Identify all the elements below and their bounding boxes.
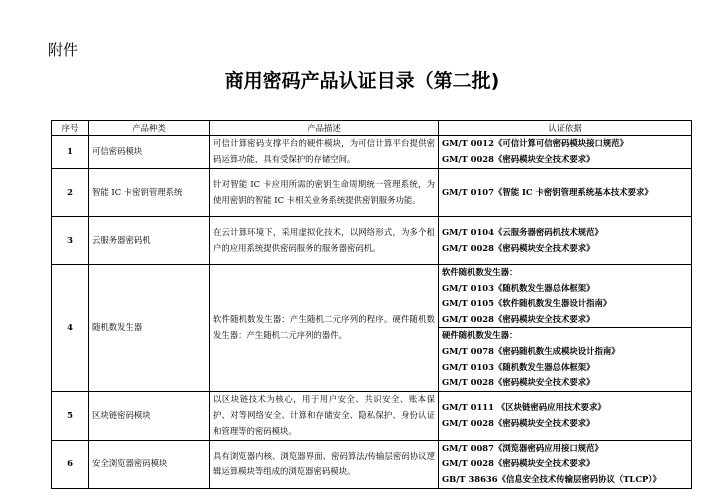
product-description: 可信计算密码支撑平台的硬件模块，为可信计算平台提供密码运算功能，具有受保护的存储空间。: [210, 136, 439, 169]
basis-line: GM/T 0028《密码模块安全技术要求》: [442, 458, 595, 469]
certification-table: [51, 120, 692, 489]
product-description: 具有浏览器内核、浏览器界面、密码算法/传输层密码协议逻辑运算模块等组成的浏览器密码模块。: [210, 440, 439, 488]
product-description: 软件随机数发生器：产生随机二元序列的程序。硬件随机数发生器：产生随机二元序列的器件。: [210, 265, 439, 392]
certification-basis-hardware: [439, 328, 692, 391]
row-number: 5: [52, 391, 89, 440]
product-description: 针对智能 IC 卡应用所需的密钥生命周期统一管理系统，为使用密钥的智能 IC 卡相关业务系统提供密钥服务功能。: [210, 169, 439, 217]
header-type: 产品种类: [89, 121, 210, 136]
basis-line: GB/T 38636《信息安全技术传输层密码协议（TLCP）》: [442, 473, 661, 484]
basis-line: GM/T 0012《可信计算可信密码模块接口规范》: [442, 138, 628, 149]
product-type: 云服务器密码机: [89, 217, 210, 265]
certification-basis: [439, 136, 692, 169]
page-title: 商用密码产品认证目录（第二批): [224, 70, 500, 92]
row-number: 6: [52, 440, 89, 488]
basis-line: 硬件随机数发生器：: [442, 330, 518, 341]
row-number: 1: [52, 136, 89, 169]
basis-line: GM/T 0028《密码模块安全技术要求》: [442, 417, 595, 428]
row-number: 3: [52, 217, 89, 265]
header-basis: 认证依据: [439, 121, 692, 136]
table-row: [52, 391, 692, 440]
certification-basis: [439, 391, 692, 440]
product-type: 区块链密码模块: [89, 391, 210, 440]
product-description: 在云计算环境下，采用虚拟化技术，以网络形式，为多个租户的应用系统提供密码服务的服务器密码机。: [210, 217, 439, 265]
basis-line: GM/T 0111 《区块链密码应用技术要求》: [442, 402, 606, 413]
annex-label: 附件: [48, 41, 79, 59]
header-description: 产品描述: [210, 121, 439, 136]
table-row: [52, 217, 692, 265]
basis-line: GM/T 0103《随机数发生器总体框架》: [442, 282, 595, 293]
basis-line: GM/T 0105《软件随机数发生器设计指南》: [442, 298, 612, 309]
certification-basis-software: [439, 265, 692, 328]
basis-line: GM/T 0028《密码模块安全技术要求》: [442, 313, 595, 324]
basis-line: GM/T 0078《密码随机数生成模块设计指南》: [442, 345, 620, 356]
basis-line: GM/T 0103《随机数发生器总体框架》: [442, 361, 595, 372]
basis-line: GM/T 0028《密码模块安全技术要求》: [442, 242, 595, 253]
certification-basis: [439, 440, 692, 488]
product-type: 安全浏览器密码模块: [89, 440, 210, 488]
table-row: [52, 265, 692, 328]
product-description: 以区块链技术为核心，用于用户安全、共识安全、账本保护、对等网络安全、计算和存储安全、隐私保护、身份认证和管理等的密码模块。: [210, 391, 439, 440]
product-type: 智能 IC 卡密钥管理系统: [89, 169, 210, 217]
certification-basis: [439, 169, 692, 217]
product-type: 可信密码模块: [89, 136, 210, 169]
basis-line: GM/T 0104《云服务器密码机技术规范》: [442, 226, 603, 237]
table-row: [52, 169, 692, 217]
basis-line: GM/T 0087《浏览器密码应用接口规范》: [442, 442, 603, 453]
basis-line: GM/T 0107《智能 IC 卡密钥管理系统基本技术要求》: [442, 186, 653, 197]
basis-line: GM/T 0028《密码模块安全技术要求》: [442, 377, 595, 388]
table-row: [52, 136, 692, 169]
certification-basis: [439, 217, 692, 265]
row-number: 2: [52, 169, 89, 217]
table-row: [52, 440, 692, 488]
product-type: 随机数发生器: [89, 265, 210, 392]
header-no: 序号: [52, 121, 89, 136]
table-header-row: [52, 121, 692, 136]
row-number: 4: [52, 265, 89, 392]
basis-line: 软件随机数发生器：: [442, 267, 518, 277]
basis-line: GM/T 0028《密码模块安全技术要求》: [442, 154, 595, 164]
